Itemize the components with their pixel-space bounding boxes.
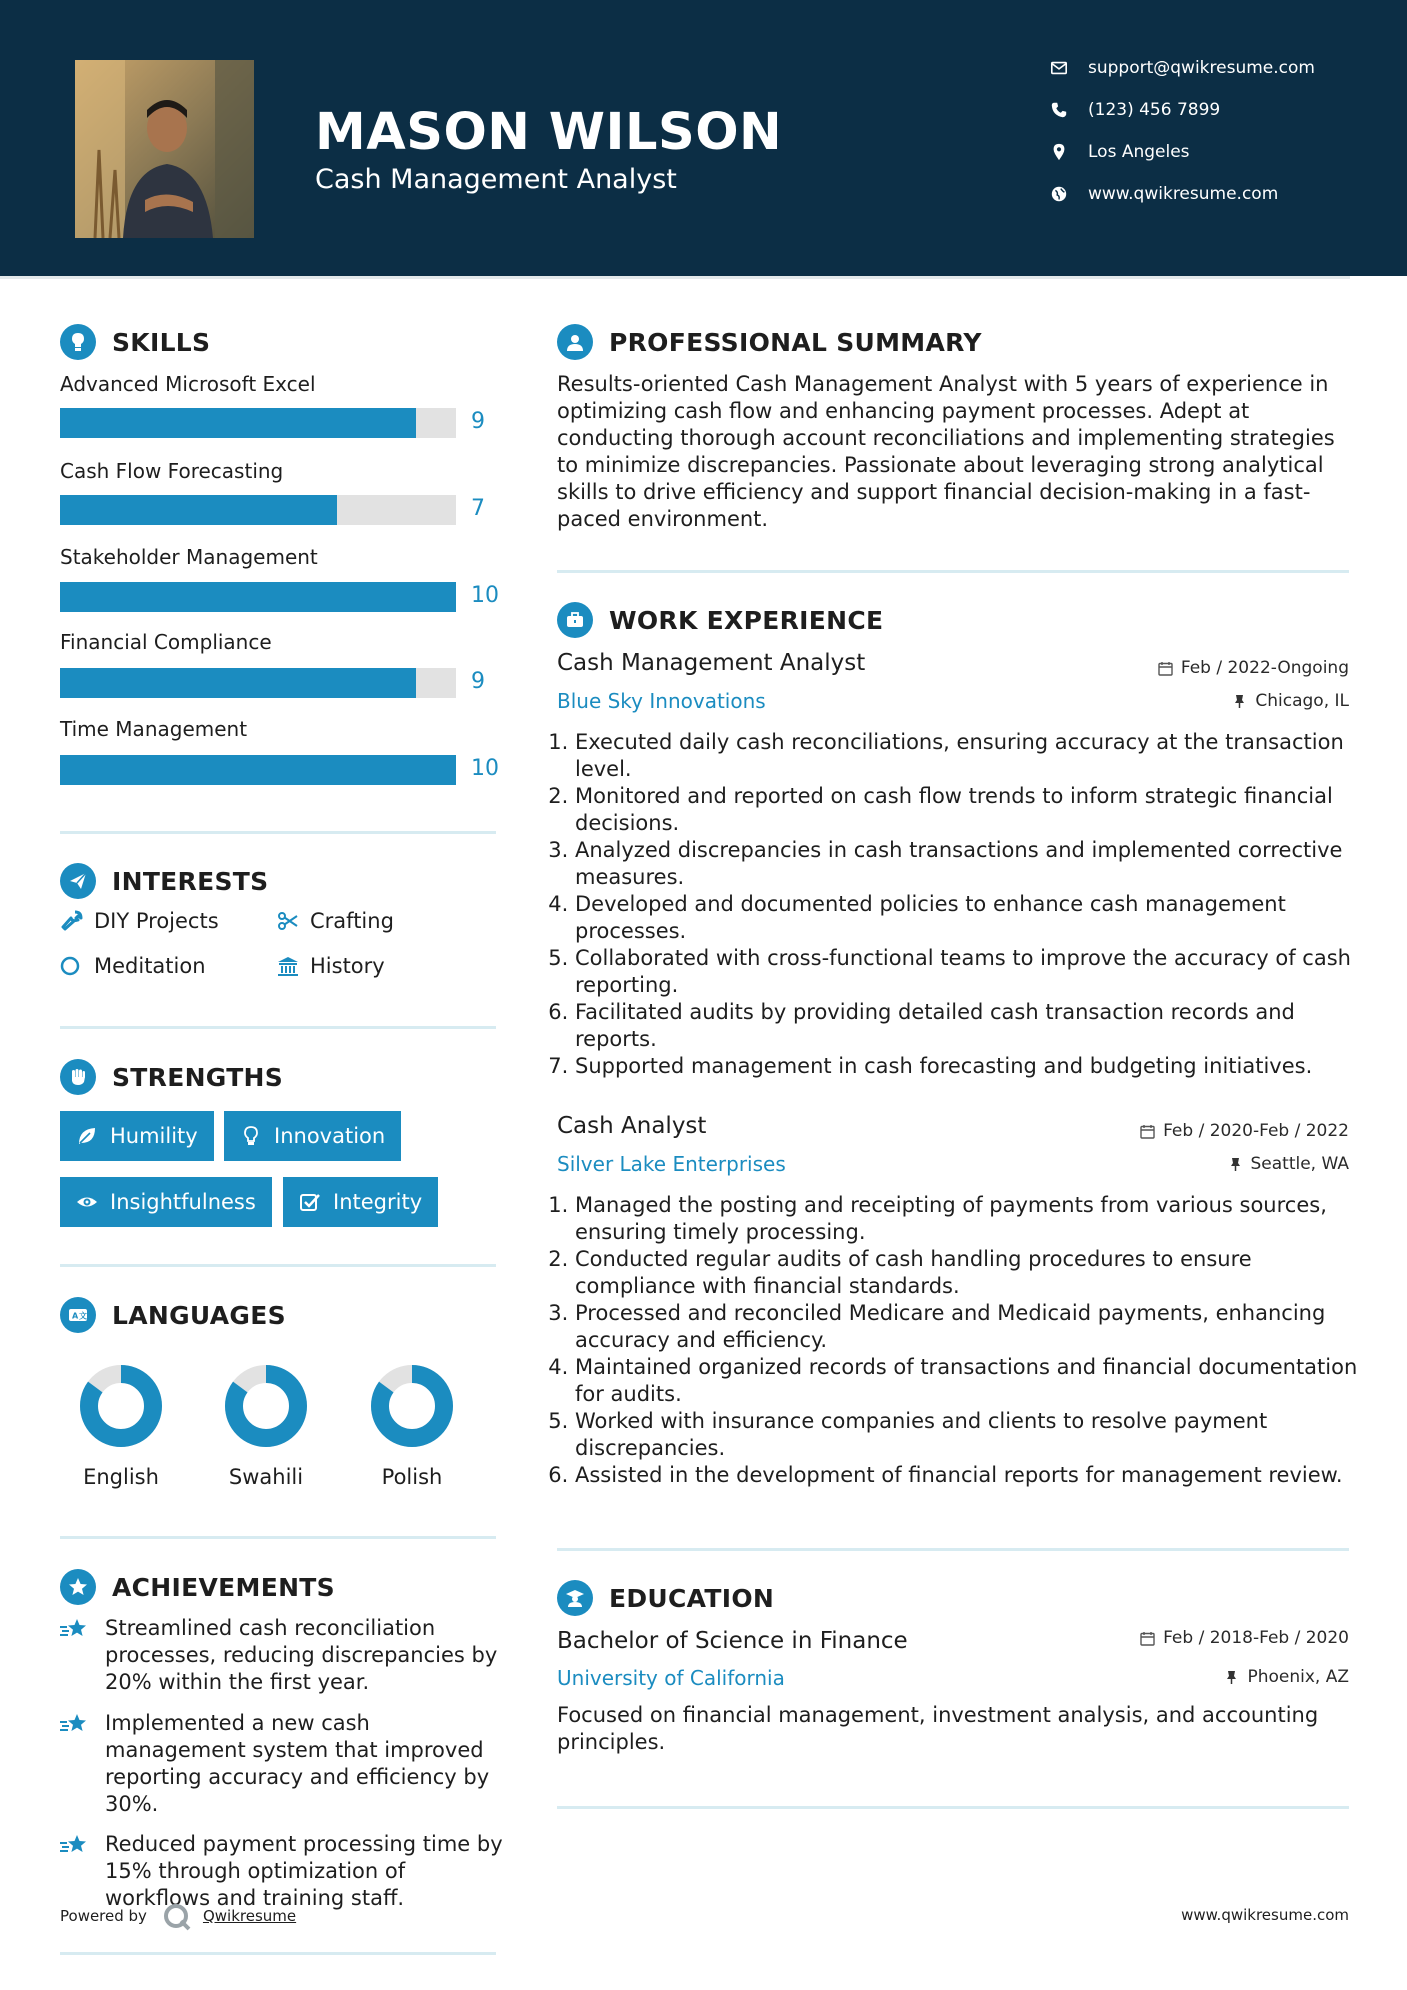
job-location-text: Seattle, WA: [1250, 1154, 1349, 1174]
languages-title: LANGUAGES: [112, 1300, 286, 1330]
pin-icon: [1224, 1670, 1239, 1685]
achievement-text: Streamlined cash reconciliation processes, reducing discrepancies by 20% within the first year.: [105, 1616, 498, 1694]
strength-badge: [283, 1177, 438, 1227]
scissors-icon: [276, 909, 300, 933]
lightbulb-icon: [60, 324, 96, 360]
job-location: [1228, 1154, 1350, 1174]
skill-bar-fill: [60, 495, 337, 525]
strengths-heading: [60, 1059, 283, 1095]
languages-heading: [60, 1297, 286, 1333]
job-location: [1232, 691, 1349, 711]
skill-bar: [60, 668, 456, 698]
language-donut: [77, 1362, 165, 1450]
section-divider: [60, 1952, 496, 1955]
skill-bar-fill: [60, 755, 456, 785]
globe-icon: [1050, 185, 1068, 203]
section-divider: [60, 831, 496, 834]
interest-item: [276, 909, 394, 933]
fist-icon: [60, 1059, 96, 1095]
experience-title: WORK EXPERIENCE: [609, 605, 884, 635]
skill-label: Advanced Microsoft Excel: [60, 372, 316, 396]
phone-text: (123) 456 7899: [1088, 100, 1221, 120]
skill-value: 7: [471, 496, 485, 521]
interest-label: Crafting: [310, 909, 394, 933]
interests-title: INTERESTS: [112, 866, 269, 896]
language-label: Swahili: [228, 1465, 304, 1489]
powered-by: [60, 1901, 296, 1931]
responsibility-item: 3. Processed and reconciled Medicare and Medicaid payments, enhancing accuracy and efficiency.: [575, 1300, 1367, 1354]
skill-bar: [60, 495, 456, 525]
section-divider: [557, 1548, 1349, 1551]
skill-value: 9: [471, 669, 485, 694]
calendar-icon: [1158, 661, 1173, 676]
graduate-icon: [557, 1580, 593, 1616]
skill-bar: [60, 582, 456, 612]
achievement-text: Implemented a new cash management system that improved reporting accuracy and efficiency by 30%.: [105, 1711, 490, 1816]
interest-label: Meditation: [94, 954, 206, 978]
job-title: Cash Analyst: [557, 1113, 707, 1139]
powered-by-text: Powered by: [60, 1907, 147, 1925]
job-dates-text: Feb / 2022-Ongoing: [1180, 658, 1349, 678]
responsibility-item: 6. Assisted in the development of financial reports for management review.: [575, 1462, 1367, 1489]
education-location: [1224, 1667, 1349, 1687]
skill-label: Financial Compliance: [60, 630, 272, 654]
interest-item: [276, 954, 385, 978]
experience-heading: [557, 602, 883, 638]
skill-label: Time Management: [60, 717, 248, 741]
strength-label: Humility: [110, 1124, 198, 1148]
job-dates: [1158, 658, 1349, 678]
skills-title: SKILLS: [112, 327, 211, 357]
responsibility-item: 4. Developed and documented policies to enhance cash management processes.: [575, 891, 1367, 945]
skill-value: 9: [471, 409, 485, 434]
responsibility-item: 5. Collaborated with cross-functional teams to improve the accuracy of cash reporting.: [575, 945, 1367, 999]
summary-text: Results-oriented Cash Management Analyst with 5 years of experience in optimizing cash flow and enhancing payment processes. Adept at conducting thorough account reconciliations and implementing strategies to minimize discrepancies. Passionate about leveraging strong analytical skills to drive efficiency and support financial decision-making in a fast-paced environment.: [557, 372, 1335, 531]
candidate-title: Cash Management Analyst: [315, 164, 677, 195]
strength-badge: [60, 1177, 272, 1227]
shooting-star-icon: [58, 1711, 92, 1741]
skill-bar: [60, 408, 456, 438]
responsibility-item: 3. Analyzed discrepancies in cash transactions and implemented corrective measures.: [575, 837, 1367, 891]
skills-heading: [60, 324, 210, 360]
job-dates-text: Feb / 2020-Feb / 2022: [1163, 1121, 1349, 1141]
paper-plane-icon: [60, 863, 96, 899]
responsibility-item: 1. Executed daily cash reconciliations, ensuring accuracy at the transaction level.: [575, 729, 1367, 783]
responsibility-item: 1. Managed the posting and receipting of payments from various sources, ensuring timely processing.: [575, 1192, 1367, 1246]
svg-text:A: A: [72, 1311, 79, 1321]
section-divider: [60, 1264, 496, 1267]
lightbulb-icon: [240, 1125, 262, 1147]
section-divider: [60, 1026, 496, 1029]
location-text: Los Angeles: [1088, 142, 1190, 162]
education-title: EDUCATION: [609, 1583, 775, 1613]
language-ring: [77, 1362, 165, 1450]
interest-item: [60, 954, 206, 978]
profile-photo: [75, 60, 254, 238]
education-dates: [1140, 1628, 1349, 1648]
website-text: www.qwikresume.com: [1088, 184, 1279, 204]
job-responsibilities: [557, 1192, 1367, 1489]
strength-label: Innovation: [274, 1124, 386, 1148]
phone-icon: [1050, 101, 1068, 119]
briefcase-icon: [557, 602, 593, 638]
footer-website[interactable]: www.qwikresume.com: [1181, 1906, 1349, 1924]
star-badge-icon: [60, 1569, 96, 1605]
degree-title: Bachelor of Science in Finance: [557, 1628, 908, 1654]
responsibility-item: 5. Worked with insurance companies and clients to resolve payment discrepancies.: [575, 1408, 1367, 1462]
header-divider: [0, 276, 1350, 279]
skill-bar-fill: [60, 668, 416, 698]
strength-label: Insightfulness: [110, 1190, 256, 1214]
education-dates-text: Feb / 2018-Feb / 2020: [1163, 1628, 1349, 1648]
strength-badge: [224, 1111, 401, 1161]
responsibility-item: 2. Monitored and reported on cash flow trends to inform strategic financial decisions.: [575, 783, 1367, 837]
language-donut: [368, 1362, 456, 1450]
envelope-icon: [1050, 59, 1068, 77]
interest-label: History: [310, 954, 385, 978]
skill-bar: [60, 755, 456, 785]
email-text: support@qwikresume.com: [1088, 58, 1315, 78]
responsibility-item: 4. Maintained organized records of transactions and financial documentation for audits.: [575, 1354, 1367, 1408]
candidate-name: MASON WILSON: [315, 103, 783, 162]
achievements-heading: [60, 1569, 335, 1605]
school-name: University of California: [557, 1666, 785, 1690]
pin-icon: [1232, 694, 1247, 709]
section-divider: [60, 1536, 496, 1539]
interests-heading: [60, 863, 268, 899]
map-pin-icon: [1050, 143, 1068, 161]
summary-heading: [557, 324, 982, 360]
strengths-title: STRENGTHS: [112, 1062, 284, 1092]
company-name: Silver Lake Enterprises: [557, 1152, 786, 1176]
eye-icon: [76, 1191, 98, 1213]
language-ring: [368, 1362, 456, 1450]
skill-value: 10: [471, 583, 499, 608]
svg-text:文: 文: [79, 1311, 87, 1321]
user-icon: [557, 324, 593, 360]
interest-item: [60, 909, 219, 933]
language-label: Polish: [381, 1465, 443, 1489]
qwikresume-logo-icon: [161, 1901, 195, 1931]
brand-link[interactable]: Qwikresume: [202, 1907, 297, 1925]
strength-badge: [60, 1111, 214, 1161]
calendar-icon: [1140, 1124, 1155, 1139]
translate-icon: [60, 1297, 96, 1333]
language-label: English: [83, 1465, 159, 1489]
skill-bar-fill: [60, 582, 456, 612]
achievements-title: ACHIEVEMENTS: [112, 1572, 335, 1602]
language-ring: [222, 1362, 310, 1450]
language-donut: [222, 1362, 310, 1450]
education-location-text: Phoenix, AZ: [1247, 1667, 1349, 1687]
contact-website[interactable]: [1050, 184, 1278, 204]
contact-email[interactable]: [1050, 58, 1315, 78]
education-heading: [557, 1580, 774, 1616]
job-responsibilities: [557, 729, 1367, 1080]
skill-value: 10: [471, 756, 499, 781]
skill-bar-fill: [60, 408, 416, 438]
skill-label: Stakeholder Management: [60, 545, 318, 569]
summary-title: PROFESSIONAL SUMMARY: [609, 327, 982, 357]
job-title: Cash Management Analyst: [557, 650, 866, 676]
responsibility-item: 2. Conducted regular audits of cash handling procedures to ensure compliance with financial standards.: [575, 1246, 1367, 1300]
section-divider: [557, 570, 1349, 573]
contact-phone[interactable]: [1050, 100, 1220, 120]
responsibility-item: 6. Facilitated audits by providing detailed cash transaction records and reports.: [575, 999, 1367, 1053]
strength-label: Integrity: [333, 1190, 423, 1214]
checkbox-icon: [299, 1191, 321, 1213]
shooting-star-icon: [58, 1832, 92, 1862]
section-divider: [557, 1806, 1349, 1809]
achievement-text: Reduced payment processing time by 15% through optimization of workflows and training staff.: [105, 1832, 503, 1910]
interest-label: DIY Projects: [94, 909, 219, 933]
pin-icon: [1228, 1157, 1243, 1172]
wrench-icon: [60, 909, 84, 933]
shooting-star-icon: [58, 1616, 92, 1646]
leaf-icon: [76, 1125, 98, 1147]
calendar-icon: [1140, 1631, 1155, 1646]
skill-label: Cash Flow Forecasting: [60, 459, 284, 483]
circle-icon: [60, 954, 84, 978]
contact-location: [1050, 142, 1190, 162]
job-dates: [1140, 1121, 1349, 1141]
education-description: Focused on financial management, investment analysis, and accounting principles.: [557, 1703, 1319, 1754]
job-location-text: Chicago, IL: [1255, 691, 1349, 711]
responsibility-item: 7. Supported management in cash forecasting and budgeting initiatives.: [575, 1053, 1367, 1080]
museum-icon: [276, 954, 300, 978]
company-name: Blue Sky Innovations: [557, 689, 766, 713]
